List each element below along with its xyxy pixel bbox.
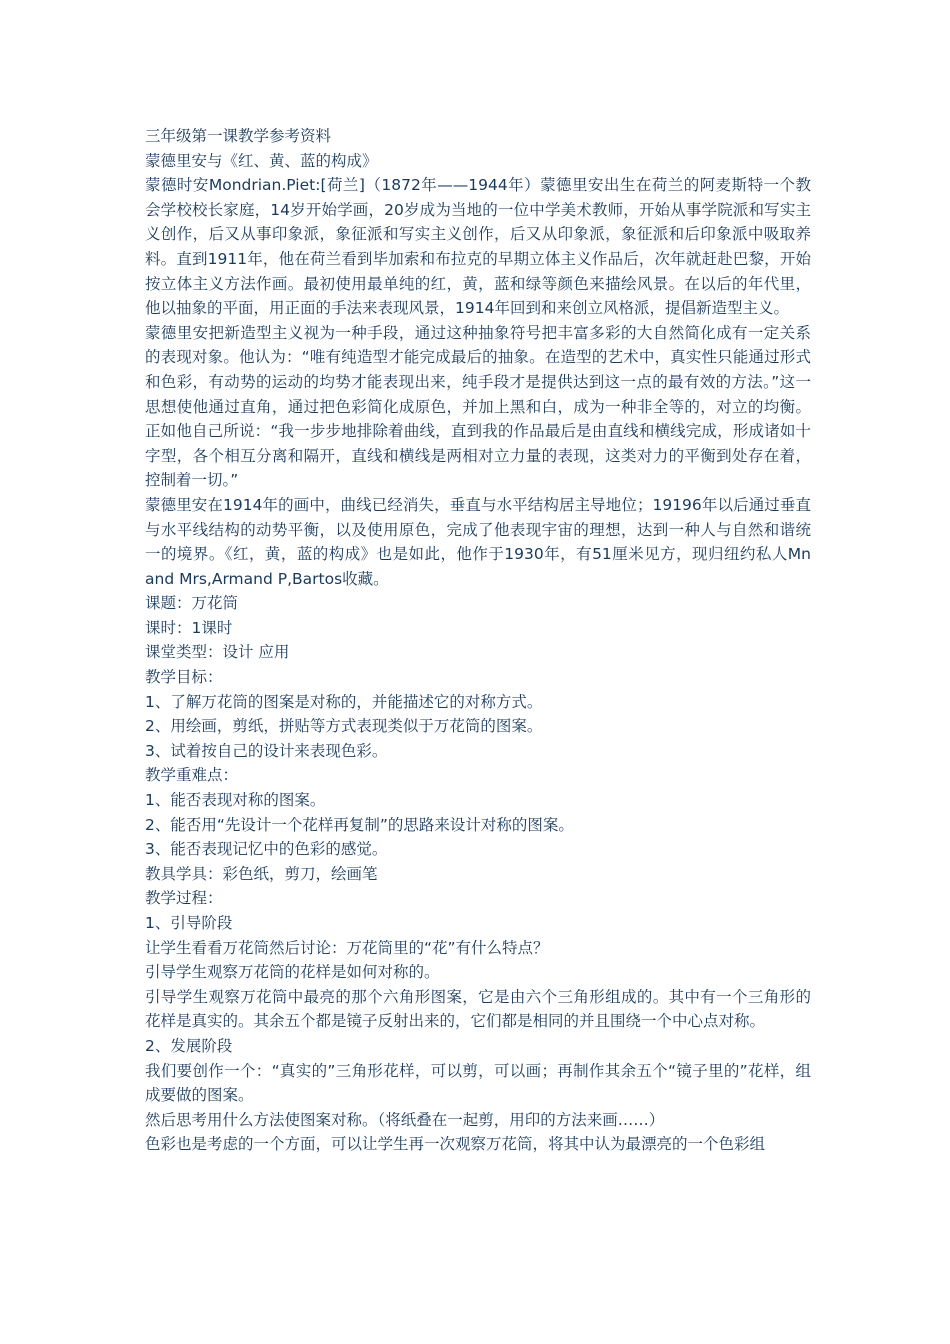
lesson-topic: 课题：万花筒	[145, 594, 239, 613]
lesson-duration: 课时：1课时	[145, 618, 233, 637]
process-paragraph: 引导学生观察万花筒的花样是如何对称的。	[145, 963, 440, 982]
process-paragraph: 然后思考用什么方法使图案对称。（将纸叠在一起剪，用印的方法来画……）	[145, 1110, 665, 1129]
paragraph-biography: 蒙德时安Mondrian.Piet:[荷兰]（1872年——1944年）蒙德里安出生在荷兰的阿麦斯特一个教会学校校长家庭，14岁开始学画，20岁成为当地的一位中学美术教师，开始从事学院派和写实主义创作，后又从事印象派，象征派和写实主义创作，后又从印象派，象征派和后印象派中吸取养料。直到1911年，他在荷兰看到毕加索和布拉克的早期立体主义作品后，次年就赶赴巴黎，开始按立体主义方法作画。最初使用最单纯的红，黄，蓝和绿等颜色来描绘风景。在以后的年代里，他以抽象的平面，用正面的手法来表现风景，1914年回到和来创立风格派，提倡新造型主义。	[145, 176, 811, 318]
materials-line: 教具学具：彩色纸，剪刀，绘画笔	[145, 864, 378, 883]
process-heading: 教学过程：	[145, 889, 223, 908]
process-paragraph: 我们要创作一个：“真实的”三角形花样，可以剪，可以画；再制作其余五个“镜子里的”花样，组成要做的图案。	[145, 1061, 811, 1105]
objective-item: 1、了解万花筒的图案是对称的，并能描述它的对称方式。	[145, 692, 543, 711]
stage-heading: 2、发展阶段	[145, 1036, 233, 1055]
objectives-heading: 教学目标：	[145, 668, 223, 687]
lesson-type: 课堂类型：设计 应用	[145, 643, 290, 662]
paragraph-composition: 蒙德里安在1914年的画中，曲线已经消失，垂直与水平结构居主导地位；19196年以后通过垂直与水平线结构的动势平衡，以及使用原色，完成了他表现宇宙的理想，达到一种人与自然和谐统一的境界。《红，黄，蓝的构成》也是如此，他作于1930年，有51厘米见方，现归纽约私人Mn and Mrs,Armand P,Bartos收藏。	[145, 495, 811, 588]
difficulty-item: 1、能否表现对称的图案。	[145, 791, 326, 810]
paragraph-neoplasticism: 蒙德里安把新造型主义视为一种手段，通过这种抽象符号把丰富多彩的大自然简化成有一定关系的表现对象。他认为：“唯有纯造型才能完成最后的抽象。在造型的艺术中，真实性只能通过形式和色彩，有动势的运动的均势才能表现出来，纯手段才是提供达到这一点的最有效的方法。”这一思想使他通过直角，通过把色彩简化成原色，并加上黑和白，成为一种非全等的，对立的均衡。正如他自己所说：“我一步步地排除着曲线，直到我的作品最后是由直线和横线完成，形成诸如十字型，各个相互分离和隔开，直线和横线是两相对立力量的表现，这类对力的平衡到处存在着，控制着一切。”	[145, 323, 811, 490]
difficulties-heading: 教学重难点：	[145, 766, 239, 785]
document-page	[145, 124, 811, 1157]
objective-item: 3、试着按自己的设计来表现色彩。	[145, 741, 388, 760]
document-subtitle: 蒙德里安与《红、黄、蓝的构成》	[145, 151, 378, 170]
stage-heading: 1、引导阶段	[145, 914, 233, 932]
document-title: 三年级第一课教学参考资料	[145, 127, 332, 145]
process-paragraph: 色彩也是考虑的一个方面，可以让学生再一次观察万花筒，将其中认为最漂亮的一个色彩组	[145, 1135, 766, 1154]
objective-item: 2、用绘画，剪纸，拼贴等方式表现类似于万花筒的图案。	[145, 717, 543, 736]
difficulty-item: 2、能否用“先设计一个花样再复制”的思路来设计对称的图案。	[145, 815, 574, 834]
difficulty-item: 3、能否表现记忆中的色彩的感觉。	[145, 840, 388, 859]
process-paragraph: 让学生看看万花筒然后讨论：万花筒里的“花”有什么特点？	[145, 938, 549, 957]
process-paragraph: 引导学生观察万花筒中最亮的那个六角形图案，它是由六个三角形组成的。其中有一个三角形的花样是真实的。其余五个都是镜子反射出来的，它们都是相同的并且围绕一个中心点对称。	[145, 987, 811, 1031]
